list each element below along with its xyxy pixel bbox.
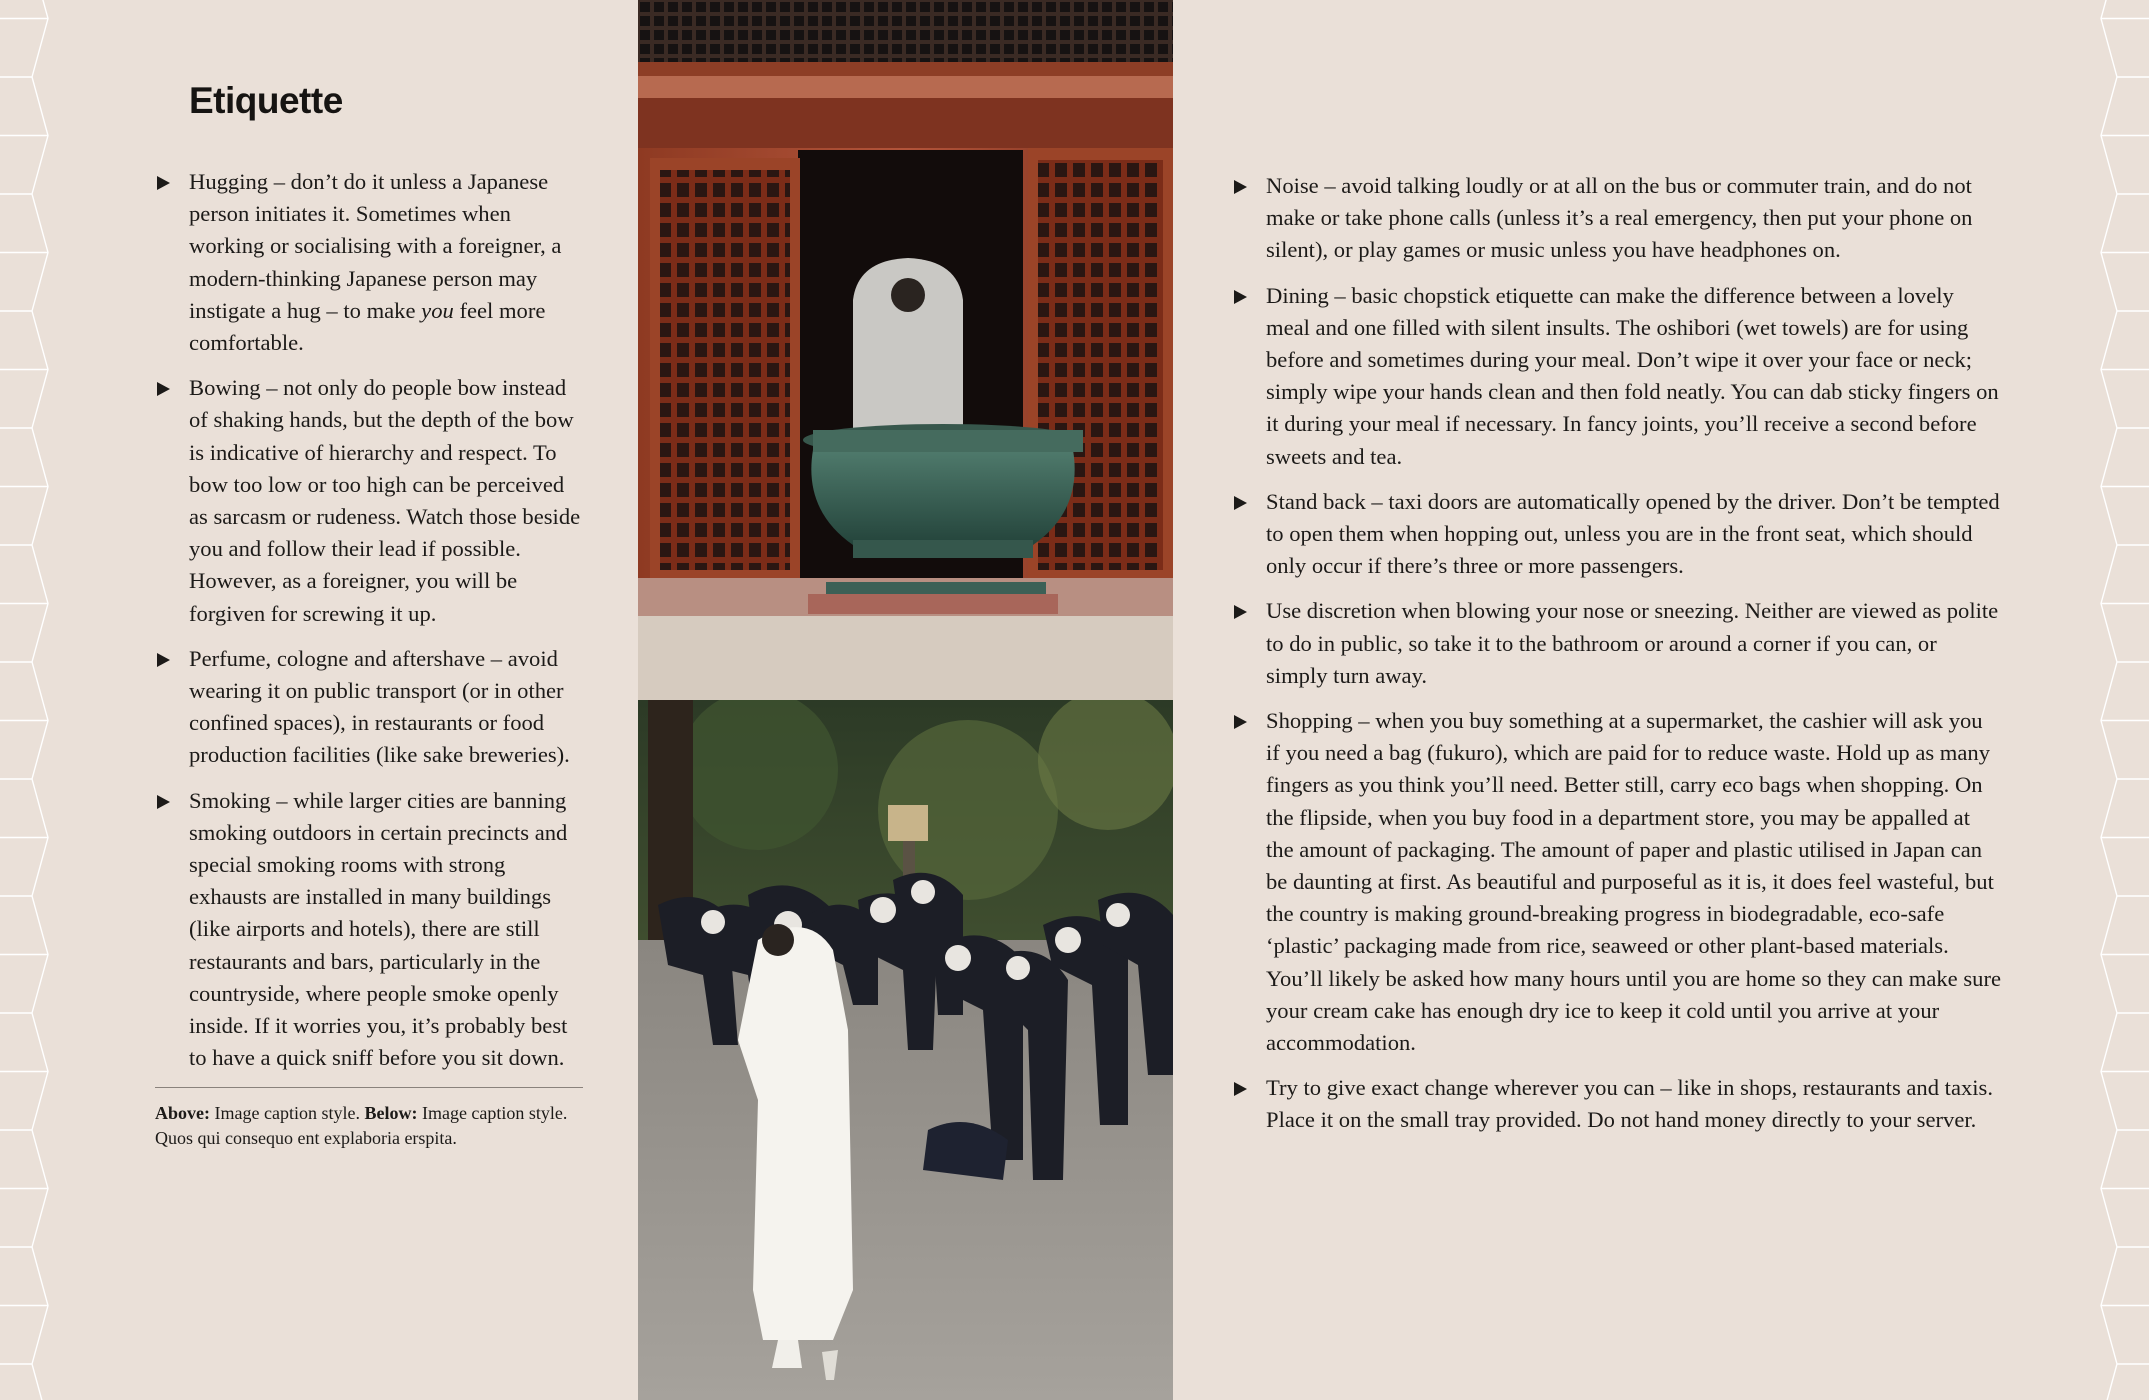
bullet-arrow-icon xyxy=(1234,715,1247,729)
caption-below-label: Below: xyxy=(364,1103,418,1124)
bullet-text: Smoking – while larger cities are banning smoking outdoors in certain precincts and special smoking rooms with strong exhausts are installed in many buildings (like airports and hotels), there are still restaurants and bars, particularly in the countryside, where people smoke openly inside. If it worries you, it’s probably best to have a quick sniff before you sit down. xyxy=(189,787,568,1071)
bullet-item-hugging xyxy=(155,166,583,359)
bullet-text: Hugging – don’t do it unless a Japanese person initiates it. Sometimes when working or socialising with a foreigner, a modern-thinking Japanese person may instigate a hug – to make xyxy=(189,169,562,323)
bullet-item-discretion xyxy=(1232,595,2002,692)
left-column xyxy=(155,80,583,1151)
bullet-text: Shopping – when you buy something at a supermarket, the cashier will ask you if you need a bag (fukuro), which are paid for to reduce waste. Hold up as many fingers as you think you’ll need. Better still, carry eco bags when shopping. On the flipside, when you buy food in a department store, you may be appalled at the amount of packaging. The amount of paper and plastic utilised in Japan can be daunting at first. As beautiful and purposeful as it is, it does feel wasteful, but the country is making ground-breaking progress in biodegradable, eco-safe ‘plastic’ packaging made from rice, seaweed or other plant-based materials. You’ll likely be asked how many hours until you are home so they can make sure your cream cake has enough dry ice to keep it cold until you arrive at your accommodation. xyxy=(1266,708,2001,1056)
bullet-text-emphasis: you xyxy=(421,297,454,323)
bullet-item-shopping xyxy=(1232,705,2002,1059)
right-edge-pattern xyxy=(2079,0,2149,1400)
bullet-text: feel more comfortable. xyxy=(189,297,546,356)
bullet-item-stand-back xyxy=(1232,486,2002,583)
bullet-text: Stand back – taxi doors are automatically opened by the driver. Don’t be tempted to open them when hopping out, unless you are in the front seat, which should only occur if there’s three or more passengers. xyxy=(1266,488,2000,579)
bullet-text: Dining – basic chopstick etiquette can make the difference between a lovely meal and one filled with silent insults. The oshibori (wet towels) are for using before and sometimes during your meal. Don’t wipe it over your face or neck; simply wipe your hands clean and then fold neatly. You can dab sticky fingers on it during your meal if necessary. In fancy joints, you’ll receive a second before sweets and tea. xyxy=(1266,282,1999,469)
bowing-ceremony-photo xyxy=(638,700,1173,1400)
bullet-arrow-icon xyxy=(1234,605,1247,619)
left-edge-pattern xyxy=(0,0,70,1400)
photo-column xyxy=(638,0,1173,1400)
bullet-item-smoking xyxy=(155,785,583,1075)
temple-incense-burner-photo xyxy=(638,0,1173,700)
caption-above-text: Image caption style. xyxy=(210,1103,365,1124)
page-heading: Etiquette xyxy=(189,80,343,121)
right-bullet-list xyxy=(1232,170,2002,1137)
caption-above-label: Above: xyxy=(155,1103,210,1124)
edge-line-pattern xyxy=(2101,0,2149,1400)
bullet-text: Perfume, cologne and aftershave – avoid wearing it on public transport (or in other confined spaces), in restaurants or food production facilities (like sake breweries). xyxy=(189,645,570,768)
bullet-text: Try to give exact change wherever you can – like in shops, restaurants and taxis. Place it on the small tray provided. Do not hand money directly to your server. xyxy=(1266,1075,1993,1133)
bullet-arrow-icon xyxy=(157,653,170,667)
bullet-arrow-icon xyxy=(157,176,170,190)
bullet-text: Noise – avoid talking loudly or at all on the bus or commuter train, and do not make or take phone calls (unless it’s a real emergency, then put your phone on silent), or play games or music unless you have headphones on. xyxy=(1266,173,1973,263)
caption-below-text: Image caption style. Quos qui consequo ent explaboria erspita. xyxy=(155,1103,568,1149)
bullet-item-noise xyxy=(1232,170,2002,267)
bullet-arrow-icon xyxy=(1234,180,1247,194)
right-column xyxy=(1232,170,2002,1150)
bullet-text: Bowing – not only do people bow instead of shaking hands, but the depth of the bow is indicative of hierarchy and respect. To bow too low or too high can be perceived as sarcasm or rudeness. Watch those beside you and follow their lead if possible. However, as a foreigner, you will be forgiven for screwing it up. xyxy=(189,375,581,626)
bullet-arrow-icon xyxy=(157,795,170,809)
bullet-item-perfume xyxy=(155,643,583,772)
bullet-arrow-icon xyxy=(1234,496,1247,510)
bullet-text: Use discretion when blowing your nose or sneezing. Neither are viewed as polite to do in public, so take it to the bathroom or around a corner if you can, or simply turn away. xyxy=(1266,598,1999,688)
bullet-item-dining xyxy=(1232,280,2002,473)
bullet-arrow-icon xyxy=(1234,1082,1247,1096)
image-caption xyxy=(155,1087,583,1151)
left-bullet-list xyxy=(155,166,583,1074)
edge-line-pattern xyxy=(0,0,48,1400)
bullet-item-bowing xyxy=(155,372,583,630)
bullet-arrow-icon xyxy=(157,382,170,396)
bullet-arrow-icon xyxy=(1234,290,1247,304)
bullet-item-exact-change xyxy=(1232,1072,2002,1136)
